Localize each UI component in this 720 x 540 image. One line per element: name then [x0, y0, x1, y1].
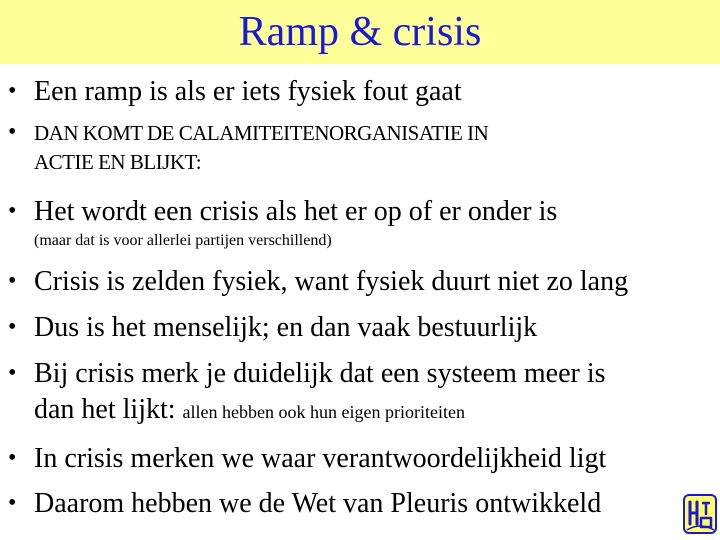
item-3-note: (maar dat is voor allerlei partijen verschillend) [34, 232, 332, 249]
bullet-3: • [8, 198, 17, 224]
bullet-5: • [8, 314, 17, 340]
item-6-line-1: Bij crisis merk je duidelijk dat een systeem meer is [34, 358, 606, 389]
item-7-text: In crisis merken we waar verantwoordelijkheid ligt [34, 443, 607, 474]
item-6-line-2 [34, 393, 465, 427]
bullet-4: • [8, 268, 17, 294]
bullet-7: • [8, 445, 17, 471]
item-6-line-2-small: allen hebben ook hun eigen prioriteiten [182, 402, 465, 422]
slide-title: Ramp & crisis [238, 9, 482, 55]
item-1-text: Een ramp is als er iets fysiek fout gaat [34, 76, 462, 107]
item-4-text: Crisis is zelden fysiek, want fysiek duurt niet zo lang [34, 266, 629, 297]
bullet-8: • [8, 490, 17, 516]
item-5-text: Dus is het menselijk; en dan vaak bestuurlijk [34, 312, 538, 343]
logo-icon [683, 494, 717, 534]
bullet-2: • [8, 119, 17, 145]
bullet-6: • [8, 360, 17, 386]
bullet-1: • [8, 78, 17, 104]
item-3-text: Het wordt een crisis als het er op of er onder is [34, 196, 558, 227]
item-6-line-2-main: dan het lijkt: [34, 394, 183, 425]
item-2-line-2: ACTIE EN BLIJKT: [34, 150, 202, 174]
item-2-line-1: DAN KOMT DE CALAMITEITENORGANISATIE IN [34, 121, 489, 145]
item-8-text: Daarom hebben we de Wet van Pleuris ontwikkeld [34, 488, 602, 519]
